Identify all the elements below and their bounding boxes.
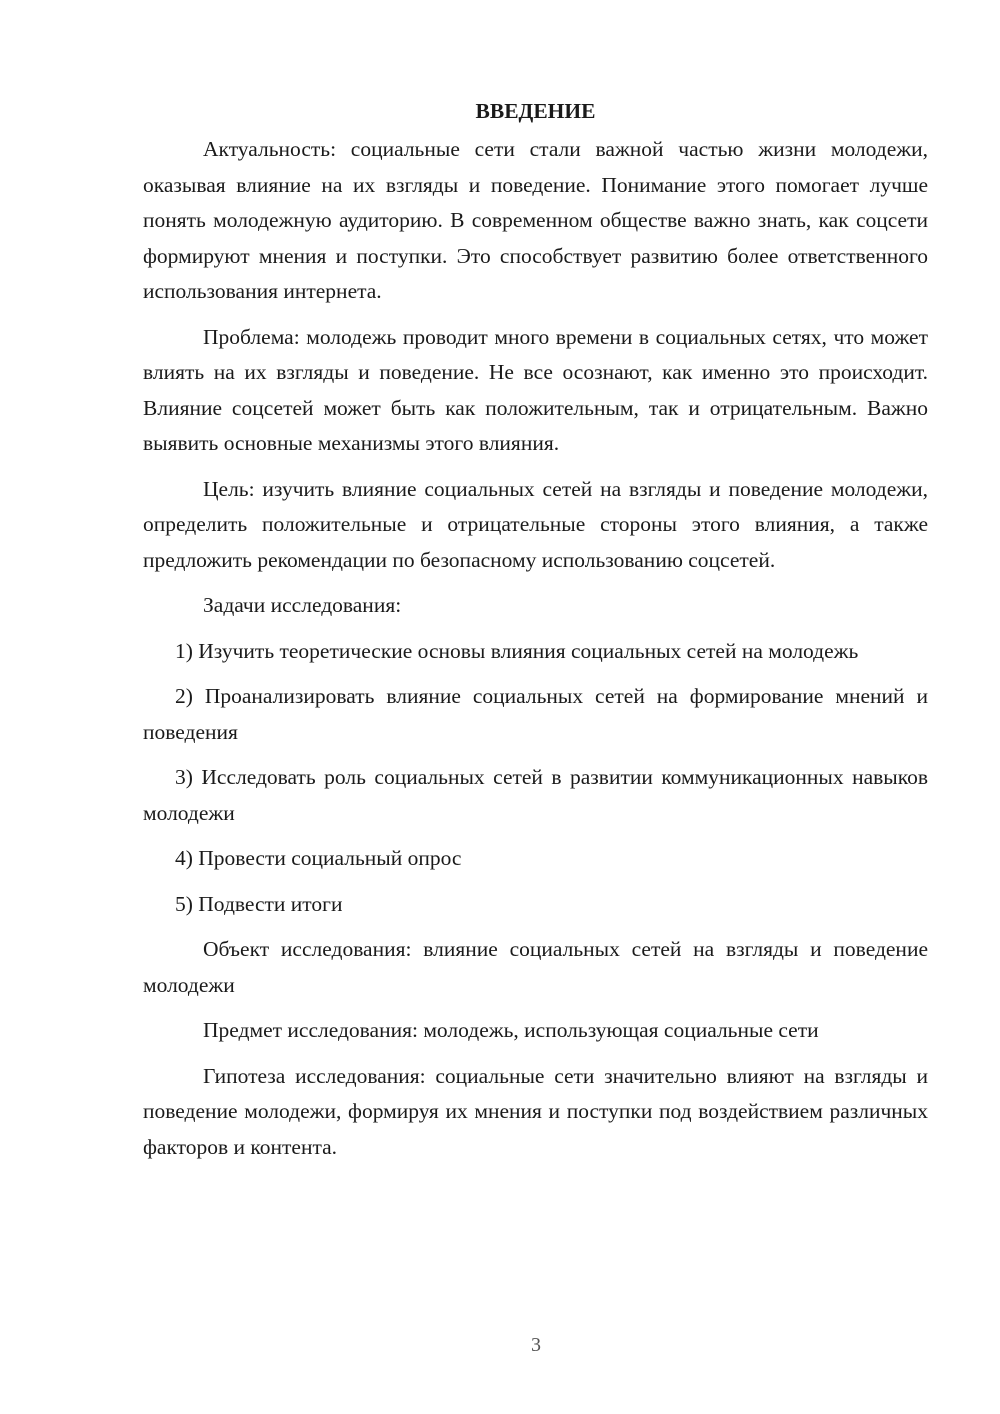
relevance-paragraph: Актуальность: социальные сети стали важной частью жизни молодежи, оказывая влияние на их взгляды и поведение. Понимание этого помогает лучше понять молодежную аудиторию. В современном обществе важно знать, как соцсети формируют мнения и поступки. Это способствует развитию более ответственного использования интернета. [143, 137, 928, 303]
task-item-3: 3) Исследовать роль социальных сетей в развитии коммуникационных навыков молодежи [143, 765, 928, 825]
task-item-2: 2) Проанализировать влияние социальных сетей на формирование мнений и поведения [143, 684, 928, 744]
task-item-5: 5) Подвести итоги [175, 891, 343, 916]
problem-paragraph: Проблема: молодежь проводит много времени в социальных сетях, что может влиять на их взгляды и поведение. Не все осознают, как именно это происходит. Влияние соцсетей может быть как положительным, так и отрицательным. Важно выявить основные механизмы этого влияния. [143, 324, 928, 455]
tasks-heading: Задачи исследования: [203, 593, 402, 617]
subject-paragraph: Предмет исследования: молодежь, использующая социальные сети [203, 1018, 819, 1042]
page-number: 3 [531, 1334, 541, 1356]
goal-paragraph: Цель: изучить влияние социальных сетей на взгляды и поведение молодежи, определить положительные и отрицательные стороны этого влияния, а также предложить рекомендации по безопасному использованию соцсетей. [143, 476, 928, 572]
section-title: ВВЕДЕНИЕ [475, 99, 596, 123]
object-paragraph: Объект исследования: влияние социальных сетей на взгляды и поведение молодежи [143, 937, 928, 997]
task-item-4: 4) Провести социальный опрос [175, 846, 462, 870]
hypothesis-paragraph: Гипотеза исследования: социальные сети значительно влияют на взгляды и поведение молодежи, формируя их мнения и поступки под воздействием различных факторов и контента. [143, 1063, 928, 1159]
task-item-1: 1) Изучить теоретические основы влияния социальных сетей на молодежь [175, 638, 859, 663]
page-content [143, 96, 928, 1175]
